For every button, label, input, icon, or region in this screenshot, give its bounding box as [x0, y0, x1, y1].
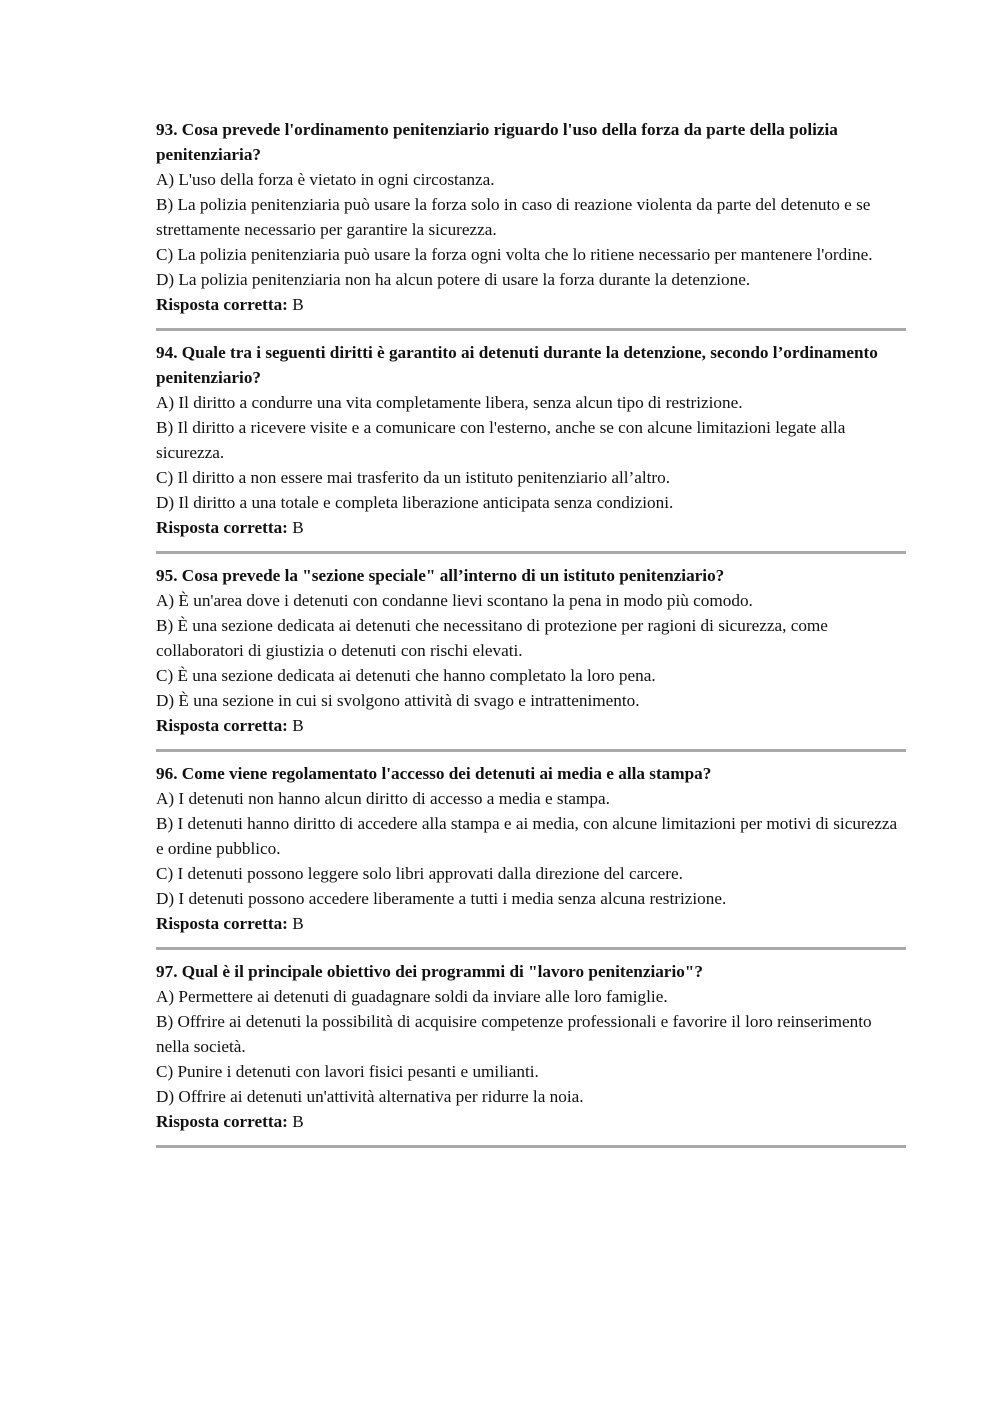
correct-answer-value: B [292, 518, 304, 537]
answer-option: B) La polizia penitenziaria può usare la forza solo in caso di reazione violenta da parte del detenuto e se strettamente necessario per garantire la sicurezza. [156, 195, 871, 239]
answer-option: A) L'uso della forza è vietato in ogni circostanza. [156, 170, 495, 189]
answer-option: D) Il diritto a una totale e completa liberazione anticipata senza condizioni. [156, 493, 674, 512]
answer-option: A) È un'area dove i detenuti con condanne lievi scontano la pena in modo più comodo. [156, 591, 753, 610]
correct-answer [156, 911, 906, 936]
correct-answer-label: Risposta corretta: [156, 518, 288, 537]
correct-answer-value: B [292, 914, 304, 933]
correct-answer [156, 713, 906, 738]
answer-option: C) La polizia penitenziaria può usare la forza ogni volta che lo ritiene necessario per mantenere l'ordine. [156, 245, 873, 264]
question-title: 97. Qual è il principale obiettivo dei programmi di "lavoro penitenziario"? [156, 962, 703, 981]
correct-answer-label: Risposta corretta: [156, 1112, 288, 1131]
answer-option: B) Offrire ai detenuti la possibilità di acquisire competenze professionali e favorire il loro reinserimento nella società. [156, 1012, 872, 1056]
answer-option: D) Offrire ai detenuti un'attività alternativa per ridurre la noia. [156, 1087, 584, 1106]
question-block [156, 959, 906, 1148]
correct-answer-value: B [292, 295, 304, 314]
question-title: 93. Cosa prevede l'ordinamento penitenziario riguardo l'uso della forza da parte della polizia penitenziaria? [156, 120, 838, 164]
question-block [156, 117, 906, 331]
answer-option: B) I detenuti hanno diritto di accedere alla stampa e ai media, con alcune limitazioni per motivi di sicurezza e ordine pubblico. [156, 814, 898, 858]
question-block [156, 340, 906, 554]
answer-option: C) È una sezione dedicata ai detenuti che hanno completato la loro pena. [156, 666, 656, 685]
answer-option: C) Il diritto a non essere mai trasferito da un istituto penitenziario all’altro. [156, 468, 671, 487]
question-block [156, 761, 906, 950]
answer-option: A) Permettere ai detenuti di guadagnare soldi da inviare alle loro famiglie. [156, 987, 668, 1006]
answer-option: B) Il diritto a ricevere visite e a comunicare con l'esterno, anche se con alcune limitazioni legate alla sicurezza. [156, 418, 846, 462]
answer-option: D) La polizia penitenziaria non ha alcun potere di usare la forza durante la detenzione. [156, 270, 751, 289]
correct-answer-value: B [292, 1112, 304, 1131]
correct-answer [156, 515, 906, 540]
correct-answer-label: Risposta corretta: [156, 914, 288, 933]
answer-option: D) È una sezione in cui si svolgono attività di svago e intrattenimento. [156, 691, 640, 710]
question-title: 94. Quale tra i seguenti diritti è garantito ai detenuti durante la detenzione, secondo l’ordinamento penitenziario? [156, 343, 878, 387]
answer-option: B) È una sezione dedicata ai detenuti che necessitano di protezione per ragioni di sicurezza, come collaboratori di giustizia o detenuti con rischi elevati. [156, 616, 828, 660]
answer-option: C) Punire i detenuti con lavori fisici pesanti e umilianti. [156, 1062, 539, 1081]
correct-answer-value: B [292, 716, 304, 735]
answer-option: A) Il diritto a condurre una vita completamente libera, senza alcun tipo di restrizione. [156, 393, 743, 412]
quiz-page [156, 117, 906, 1157]
question-block [156, 563, 906, 752]
answer-option: A) I detenuti non hanno alcun diritto di accesso a media e stampa. [156, 789, 610, 808]
answer-option: C) I detenuti possono leggere solo libri approvati dalla direzione del carcere. [156, 864, 683, 883]
question-title: 96. Come viene regolamentato l'accesso dei detenuti ai media e alla stampa? [156, 764, 712, 783]
question-title: 95. Cosa prevede la "sezione speciale" all’interno di un istituto penitenziario? [156, 566, 725, 585]
correct-answer [156, 1109, 906, 1134]
answer-option: D) I detenuti possono accedere liberamente a tutti i media senza alcuna restrizione. [156, 889, 727, 908]
correct-answer [156, 292, 906, 317]
correct-answer-label: Risposta corretta: [156, 295, 288, 314]
correct-answer-label: Risposta corretta: [156, 716, 288, 735]
